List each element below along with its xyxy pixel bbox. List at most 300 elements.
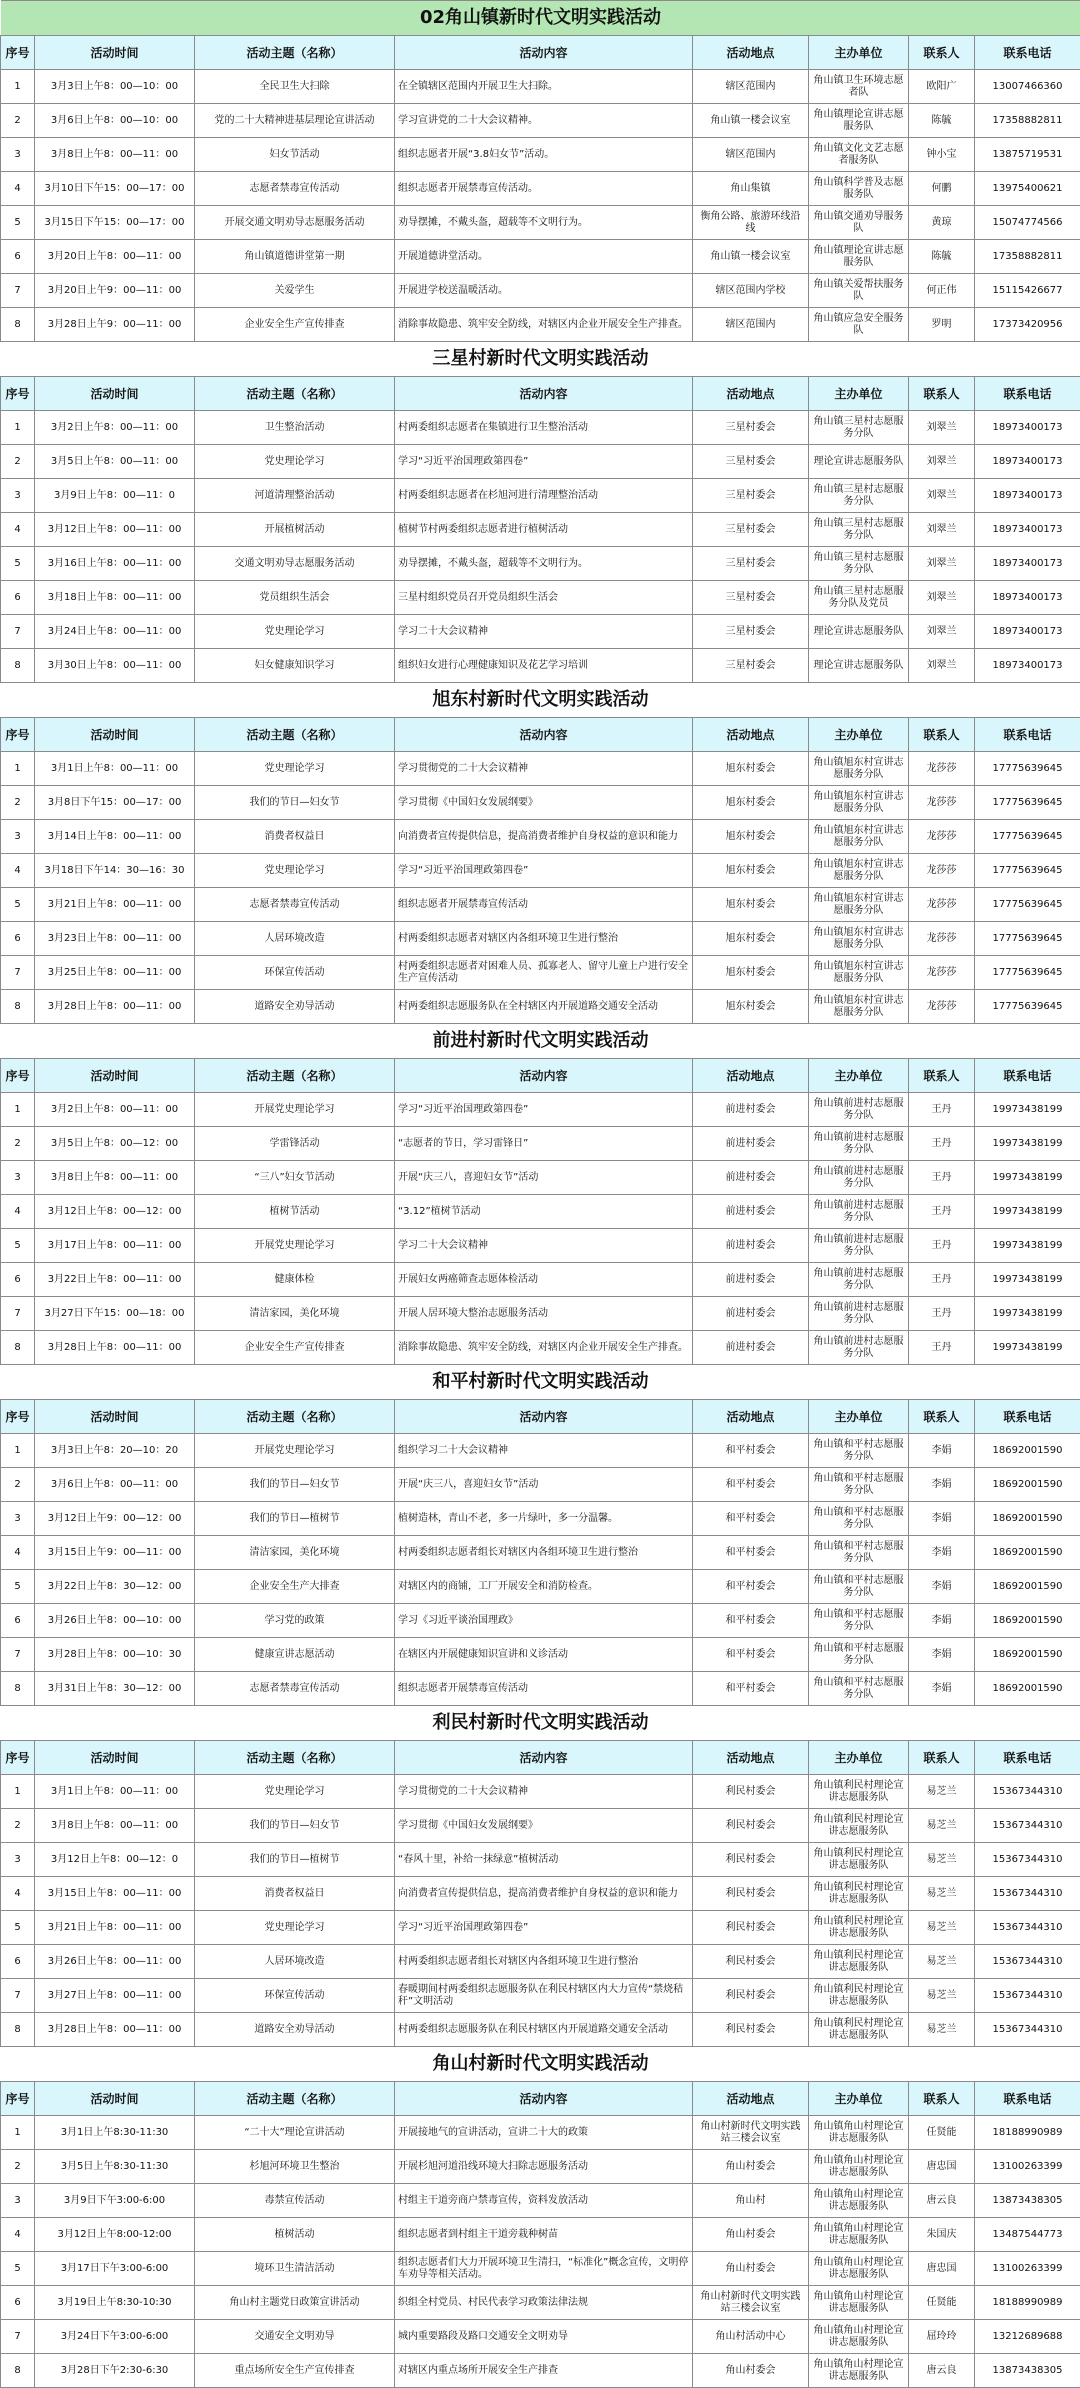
phone-cell: 18973400173 bbox=[975, 445, 1080, 479]
header-contact: 联系人 bbox=[909, 718, 975, 752]
section-title: 利民村新时代文明实践活动 bbox=[1, 1706, 1080, 1741]
location-cell: 利民村委会 bbox=[693, 1877, 809, 1911]
time-cell: 3月28日上午9：00—11：00 bbox=[35, 308, 195, 342]
phone-cell: 13873438305 bbox=[975, 2354, 1080, 2388]
table-row bbox=[1, 1229, 1080, 1263]
phone-cell: 17775639645 bbox=[975, 990, 1080, 1024]
phone-cell: 17373420956 bbox=[975, 308, 1080, 342]
contact-cell: 刘翠兰 bbox=[909, 411, 975, 445]
header-theme: 活动主题（名称） bbox=[195, 718, 395, 752]
time-cell: 3月5日上午8：00—11：00 bbox=[35, 445, 195, 479]
theme-cell: 人居环境改造 bbox=[195, 1945, 395, 1979]
theme-cell: 我们的节日—妇女节 bbox=[195, 1809, 395, 1843]
table-body bbox=[1, 1, 1080, 2388]
header-organizer: 主办单位 bbox=[809, 1059, 909, 1093]
organizer-cell: 角山镇利民村理论宣讲志愿服务队 bbox=[809, 1911, 909, 1945]
seq-cell: 8 bbox=[1, 2013, 35, 2047]
table-row bbox=[1, 1195, 1080, 1229]
phone-cell: 19973438199 bbox=[975, 1229, 1080, 1263]
seq-cell: 6 bbox=[1, 581, 35, 615]
time-cell: 3月5日上午8:30-11:30 bbox=[35, 2150, 195, 2184]
phone-cell: 17775639645 bbox=[975, 888, 1080, 922]
header-content: 活动内容 bbox=[395, 377, 693, 411]
contact-cell: 李娟 bbox=[909, 1536, 975, 1570]
table-row bbox=[1, 1809, 1080, 1843]
table-row bbox=[1, 990, 1080, 1024]
header-phone: 联系电话 bbox=[975, 1400, 1080, 1434]
header-theme: 活动主题（名称） bbox=[195, 1741, 395, 1775]
content-cell: 对辖区内的商铺，工厂开展安全和消防检查。 bbox=[395, 1570, 693, 1604]
time-cell: 3月8日上午8：00—11：00 bbox=[35, 138, 195, 172]
theme-cell: 杉旭河环境卫生整治 bbox=[195, 2150, 395, 2184]
table-row bbox=[1, 479, 1080, 513]
seq-cell: 3 bbox=[1, 1502, 35, 1536]
phone-cell: 17775639645 bbox=[975, 854, 1080, 888]
contact-cell: 刘翠兰 bbox=[909, 479, 975, 513]
table-row bbox=[1, 411, 1080, 445]
contact-cell: 李娟 bbox=[909, 1434, 975, 1468]
table-row bbox=[1, 1263, 1080, 1297]
time-cell: 3月2日上午8：00—11：00 bbox=[35, 411, 195, 445]
header-content: 活动内容 bbox=[395, 1400, 693, 1434]
table-row bbox=[1, 752, 1080, 786]
seq-cell: 7 bbox=[1, 615, 35, 649]
header-seq: 序号 bbox=[1, 1741, 35, 1775]
theme-cell: 企业安全生产宣传排查 bbox=[195, 308, 395, 342]
phone-cell: 13873438305 bbox=[975, 2184, 1080, 2218]
phone-cell: 18973400173 bbox=[975, 513, 1080, 547]
theme-cell: 关爱学生 bbox=[195, 274, 395, 308]
theme-cell: 企业安全生产大排查 bbox=[195, 1570, 395, 1604]
section-title-row bbox=[1, 683, 1080, 718]
contact-cell: 刘翠兰 bbox=[909, 513, 975, 547]
phone-cell: 13212689688 bbox=[975, 2320, 1080, 2354]
content-cell: 村两委组织志愿者在集镇进行卫生整治活动 bbox=[395, 411, 693, 445]
content-cell: 村两委组织志愿者对辖区内各组环境卫生进行整治 bbox=[395, 922, 693, 956]
header-contact: 联系人 bbox=[909, 1400, 975, 1434]
time-cell: 3月12日上午9：00—12：00 bbox=[35, 1502, 195, 1536]
location-cell: 旭东村委会 bbox=[693, 990, 809, 1024]
contact-cell: 唐忠国 bbox=[909, 2150, 975, 2184]
header-organizer: 主办单位 bbox=[809, 2082, 909, 2116]
phone-cell: 17775639645 bbox=[975, 820, 1080, 854]
phone-cell: 18973400173 bbox=[975, 479, 1080, 513]
content-cell: 学习二十大会议精神 bbox=[395, 1229, 693, 1263]
location-cell: 和平村委会 bbox=[693, 1604, 809, 1638]
phone-cell: 19973438199 bbox=[975, 1331, 1080, 1365]
organizer-cell: 角山镇卫生环境志愿者队 bbox=[809, 70, 909, 104]
organizer-cell: 角山镇和平村志愿服务分队 bbox=[809, 1672, 909, 1706]
seq-cell: 4 bbox=[1, 513, 35, 547]
header-content: 活动内容 bbox=[395, 1059, 693, 1093]
seq-cell: 2 bbox=[1, 104, 35, 138]
location-cell: 三星村委会 bbox=[693, 411, 809, 445]
contact-cell: 朱国庆 bbox=[909, 2218, 975, 2252]
content-cell: 开展人居环境大整治志愿服务活动 bbox=[395, 1297, 693, 1331]
content-cell: 向消费者宣传提供信息，提高消费者维护自身权益的意识和能力 bbox=[395, 1877, 693, 1911]
organizer-cell: 角山镇理论宣讲志愿服务队 bbox=[809, 240, 909, 274]
location-cell: 角山村委会 bbox=[693, 2150, 809, 2184]
theme-cell: 消费者权益日 bbox=[195, 1877, 395, 1911]
organizer-cell: 角山镇前进村志愿服务分队 bbox=[809, 1263, 909, 1297]
location-cell: 和平村委会 bbox=[693, 1468, 809, 1502]
location-cell: 利民村委会 bbox=[693, 2013, 809, 2047]
table-row bbox=[1, 70, 1080, 104]
seq-cell: 1 bbox=[1, 1093, 35, 1127]
header-contact: 联系人 bbox=[909, 1741, 975, 1775]
contact-cell: 刘翠兰 bbox=[909, 615, 975, 649]
section-title: 和平村新时代文明实践活动 bbox=[1, 1365, 1080, 1400]
header-organizer: 主办单位 bbox=[809, 1741, 909, 1775]
seq-cell: 5 bbox=[1, 547, 35, 581]
table-row bbox=[1, 1775, 1080, 1809]
seq-cell: 7 bbox=[1, 274, 35, 308]
header-content: 活动内容 bbox=[395, 718, 693, 752]
location-cell: 和平村委会 bbox=[693, 1638, 809, 1672]
organizer-cell: 角山镇角山村理论宣讲志愿服务队 bbox=[809, 2150, 909, 2184]
time-cell: 3月27日下午15：00—18：00 bbox=[35, 1297, 195, 1331]
table-row bbox=[1, 1331, 1080, 1365]
organizer-cell: 理论宣讲志愿服务队 bbox=[809, 615, 909, 649]
time-cell: 3月15日下午15：00—17：00 bbox=[35, 206, 195, 240]
seq-cell: 2 bbox=[1, 445, 35, 479]
organizer-cell: 角山镇文化文艺志愿者服务队 bbox=[809, 138, 909, 172]
theme-cell: 角山镇道德讲堂第一期 bbox=[195, 240, 395, 274]
organizer-cell: 角山镇利民村理论宣讲志愿服务队 bbox=[809, 1877, 909, 1911]
phone-cell: 19973438199 bbox=[975, 1093, 1080, 1127]
content-cell: 城内重要路段及路口交通安全文明劝导 bbox=[395, 2320, 693, 2354]
phone-cell: 15115426677 bbox=[975, 274, 1080, 308]
organizer-cell: 角山镇利民村理论宣讲志愿服务队 bbox=[809, 1945, 909, 1979]
seq-cell: 5 bbox=[1, 1570, 35, 1604]
contact-cell: 钟小宝 bbox=[909, 138, 975, 172]
phone-cell: 18692001590 bbox=[975, 1570, 1080, 1604]
time-cell: 3月3日上午8：00—10：00 bbox=[35, 70, 195, 104]
header-location: 活动地点 bbox=[693, 2082, 809, 2116]
seq-cell: 1 bbox=[1, 752, 35, 786]
theme-cell: 交通文明劝导志愿服务活动 bbox=[195, 547, 395, 581]
table-row bbox=[1, 1843, 1080, 1877]
section-title-row bbox=[1, 1024, 1080, 1059]
theme-cell: 开展交通文明劝导志愿服务活动 bbox=[195, 206, 395, 240]
organizer-cell: 理论宣讲志愿服务队 bbox=[809, 649, 909, 683]
location-cell: 辖区范围内 bbox=[693, 308, 809, 342]
theme-cell: 我们的节日—植树节 bbox=[195, 1502, 395, 1536]
phone-cell: 18973400173 bbox=[975, 411, 1080, 445]
content-cell: 村两委组织志愿服务队在全村辖区内开展道路交通安全活动 bbox=[395, 990, 693, 1024]
time-cell: 3月21日上午8：00—11：00 bbox=[35, 888, 195, 922]
table-row bbox=[1, 1434, 1080, 1468]
organizer-cell: 角山镇角山村理论宣讲志愿服务队 bbox=[809, 2218, 909, 2252]
seq-cell: 8 bbox=[1, 649, 35, 683]
contact-cell: 刘翠兰 bbox=[909, 649, 975, 683]
table-row bbox=[1, 2116, 1080, 2150]
contact-cell: 王丹 bbox=[909, 1195, 975, 1229]
organizer-cell: 角山镇三星村志愿服务分队 bbox=[809, 513, 909, 547]
contact-cell: 李娟 bbox=[909, 1604, 975, 1638]
organizer-cell: 角山镇前进村志愿服务分队 bbox=[809, 1331, 909, 1365]
contact-cell: 唐忠国 bbox=[909, 2252, 975, 2286]
table-row bbox=[1, 2184, 1080, 2218]
theme-cell: 植树节活动 bbox=[195, 1195, 395, 1229]
header-time: 活动时间 bbox=[35, 718, 195, 752]
theme-cell: 毒禁宣传活动 bbox=[195, 2184, 395, 2218]
location-cell: 旭东村委会 bbox=[693, 922, 809, 956]
content-cell: 学习“习近平治国理政第四卷” bbox=[395, 1093, 693, 1127]
phone-cell: 13487544773 bbox=[975, 2218, 1080, 2252]
phone-cell: 15074774566 bbox=[975, 206, 1080, 240]
contact-cell: 任贤能 bbox=[909, 2116, 975, 2150]
table-row bbox=[1, 1297, 1080, 1331]
content-cell: 组织学习二十大会议精神 bbox=[395, 1434, 693, 1468]
column-header-row bbox=[1, 36, 1080, 70]
theme-cell: 党史理论学习 bbox=[195, 1775, 395, 1809]
location-cell: 利民村委会 bbox=[693, 1979, 809, 2013]
contact-cell: 李娟 bbox=[909, 1468, 975, 1502]
theme-cell: 环保宣传活动 bbox=[195, 1979, 395, 2013]
theme-cell: 清洁家园，美化环境 bbox=[195, 1297, 395, 1331]
theme-cell: 开展党史理论学习 bbox=[195, 1229, 395, 1263]
header-phone: 联系电话 bbox=[975, 718, 1080, 752]
header-phone: 联系电话 bbox=[975, 1059, 1080, 1093]
phone-cell: 13100263399 bbox=[975, 2150, 1080, 2184]
phone-cell: 13007466360 bbox=[975, 70, 1080, 104]
phone-cell: 15367344310 bbox=[975, 1877, 1080, 1911]
content-cell: 学习《习近平谈治国理政》 bbox=[395, 1604, 693, 1638]
contact-cell: 易芝兰 bbox=[909, 1843, 975, 1877]
phone-cell: 18692001590 bbox=[975, 1604, 1080, 1638]
organizer-cell: 角山镇前进村志愿服务分队 bbox=[809, 1127, 909, 1161]
location-cell: 三星村委会 bbox=[693, 649, 809, 683]
theme-cell: 党员组织生活会 bbox=[195, 581, 395, 615]
header-time: 活动时间 bbox=[35, 1741, 195, 1775]
contact-cell: 龙莎莎 bbox=[909, 922, 975, 956]
table-row bbox=[1, 1945, 1080, 1979]
theme-cell: 党的二十大精神进基层理论宣讲活动 bbox=[195, 104, 395, 138]
time-cell: 3月12日上午8:00-12:00 bbox=[35, 2218, 195, 2252]
time-cell: 3月22日上午8：30—12：00 bbox=[35, 1570, 195, 1604]
seq-cell: 8 bbox=[1, 990, 35, 1024]
seq-cell: 1 bbox=[1, 1434, 35, 1468]
location-cell: 辖区范围内 bbox=[693, 70, 809, 104]
table-row bbox=[1, 1127, 1080, 1161]
location-cell: 和平村委会 bbox=[693, 1672, 809, 1706]
content-cell: 开展道德讲堂活动。 bbox=[395, 240, 693, 274]
table-row bbox=[1, 1468, 1080, 1502]
header-organizer: 主办单位 bbox=[809, 1400, 909, 1434]
time-cell: 3月19日上午8:30-10:30 bbox=[35, 2286, 195, 2320]
organizer-cell: 角山镇旭东村宣讲志愿服务分队 bbox=[809, 956, 909, 990]
location-cell: 角山村新时代文明实践站三楼会议室 bbox=[693, 2286, 809, 2320]
header-theme: 活动主题（名称） bbox=[195, 377, 395, 411]
content-cell: 组织妇女进行心理健康知识及花艺学习培训 bbox=[395, 649, 693, 683]
contact-cell: 龙莎莎 bbox=[909, 820, 975, 854]
content-cell: 开展进学校送温暖活动。 bbox=[395, 274, 693, 308]
phone-cell: 17775639645 bbox=[975, 922, 1080, 956]
contact-cell: 欧阳广 bbox=[909, 70, 975, 104]
theme-cell: 开展党史理论学习 bbox=[195, 1434, 395, 1468]
table-row bbox=[1, 547, 1080, 581]
table-row bbox=[1, 138, 1080, 172]
contact-cell: 王丹 bbox=[909, 1161, 975, 1195]
seq-cell: 3 bbox=[1, 820, 35, 854]
seq-cell: 7 bbox=[1, 1638, 35, 1672]
theme-cell: 妇女健康知识学习 bbox=[195, 649, 395, 683]
time-cell: 3月15日上午8：00—11：00 bbox=[35, 1877, 195, 1911]
organizer-cell: 理论宣讲志愿服务队 bbox=[809, 445, 909, 479]
organizer-cell: 角山镇前进村志愿服务分队 bbox=[809, 1195, 909, 1229]
header-seq: 序号 bbox=[1, 36, 35, 70]
content-cell: 组织志愿者开展禁毒宣传活动。 bbox=[395, 172, 693, 206]
location-cell: 三星村委会 bbox=[693, 445, 809, 479]
phone-cell: 15367344310 bbox=[975, 1979, 1080, 2013]
header-time: 活动时间 bbox=[35, 2082, 195, 2116]
contact-cell: 龙莎莎 bbox=[909, 752, 975, 786]
organizer-cell: 角山镇旭东村宣讲志愿服务分队 bbox=[809, 854, 909, 888]
theme-cell: 党史理论学习 bbox=[195, 1911, 395, 1945]
time-cell: 3月18日下午14：30—16：30 bbox=[35, 854, 195, 888]
theme-cell: 我们的节日—妇女节 bbox=[195, 1468, 395, 1502]
theme-cell: 环保宣传活动 bbox=[195, 956, 395, 990]
contact-cell: 易芝兰 bbox=[909, 1809, 975, 1843]
location-cell: 利民村委会 bbox=[693, 1911, 809, 1945]
seq-cell: 5 bbox=[1, 1229, 35, 1263]
location-cell: 旭东村委会 bbox=[693, 956, 809, 990]
section-title: 三星村新时代文明实践活动 bbox=[1, 342, 1080, 377]
section-title-row bbox=[1, 342, 1080, 377]
location-cell: 和平村委会 bbox=[693, 1434, 809, 1468]
header-location: 活动地点 bbox=[693, 1400, 809, 1434]
seq-cell: 6 bbox=[1, 1604, 35, 1638]
column-header-row bbox=[1, 718, 1080, 752]
table-row bbox=[1, 206, 1080, 240]
header-location: 活动地点 bbox=[693, 36, 809, 70]
time-cell: 3月10日下午15：00—17：00 bbox=[35, 172, 195, 206]
table-row bbox=[1, 2252, 1080, 2286]
contact-cell: 易芝兰 bbox=[909, 1911, 975, 1945]
table-row bbox=[1, 308, 1080, 342]
content-cell: 春暖期间村两委组织志愿服务队在利民村辖区内大力宣传“禁烧秸秆”文明活动 bbox=[395, 1979, 693, 2013]
location-cell: 和平村委会 bbox=[693, 1536, 809, 1570]
seq-cell: 3 bbox=[1, 1843, 35, 1877]
content-cell: 植树节村两委组织志愿者进行植树活动 bbox=[395, 513, 693, 547]
location-cell: 和平村委会 bbox=[693, 1570, 809, 1604]
contact-cell: 易芝兰 bbox=[909, 2013, 975, 2047]
content-cell: 村两委组织志愿服务队在利民村辖区内开展道路交通安全活动 bbox=[395, 2013, 693, 2047]
contact-cell: 龙莎莎 bbox=[909, 888, 975, 922]
header-phone: 联系电话 bbox=[975, 1741, 1080, 1775]
section-title: 角山村新时代文明实践活动 bbox=[1, 2047, 1080, 2082]
header-location: 活动地点 bbox=[693, 1059, 809, 1093]
header-phone: 联系电话 bbox=[975, 2082, 1080, 2116]
header-organizer: 主办单位 bbox=[809, 377, 909, 411]
location-cell: 辖区范围内学校 bbox=[693, 274, 809, 308]
phone-cell: 18692001590 bbox=[975, 1536, 1080, 1570]
seq-cell: 6 bbox=[1, 240, 35, 274]
contact-cell: 李娟 bbox=[909, 1502, 975, 1536]
time-cell: 3月28日上午8：00—11：00 bbox=[35, 2013, 195, 2047]
location-cell: 角山村委会 bbox=[693, 2218, 809, 2252]
phone-cell: 19973438199 bbox=[975, 1195, 1080, 1229]
table-row bbox=[1, 445, 1080, 479]
location-cell: 和平村委会 bbox=[693, 1502, 809, 1536]
content-cell: 学习贯彻党的二十大会议精神 bbox=[395, 1775, 693, 1809]
contact-cell: 易芝兰 bbox=[909, 1945, 975, 1979]
contact-cell: 李娟 bbox=[909, 1672, 975, 1706]
content-cell: 植树造林，青山不老，多一片绿叶，多一分温馨。 bbox=[395, 1502, 693, 1536]
seq-cell: 6 bbox=[1, 2286, 35, 2320]
organizer-cell: 角山镇关爱帮扶服务队 bbox=[809, 274, 909, 308]
organizer-cell: 角山镇和平村志愿服务分队 bbox=[809, 1570, 909, 1604]
organizer-cell: 角山镇角山村理论宣讲志愿服务队 bbox=[809, 2320, 909, 2354]
organizer-cell: 角山镇旭东村宣讲志愿服务分队 bbox=[809, 820, 909, 854]
location-cell: 三星村委会 bbox=[693, 547, 809, 581]
content-cell: 村两委组织志愿者组长对辖区内各组环境卫生进行整治 bbox=[395, 1536, 693, 1570]
location-cell: 前进村委会 bbox=[693, 1331, 809, 1365]
location-cell: 利民村委会 bbox=[693, 1775, 809, 1809]
table-row bbox=[1, 956, 1080, 990]
theme-cell: 我们的节日—妇女节 bbox=[195, 786, 395, 820]
table-row bbox=[1, 615, 1080, 649]
location-cell: 旭东村委会 bbox=[693, 752, 809, 786]
time-cell: 3月2日上午8：00—11：00 bbox=[35, 1093, 195, 1127]
time-cell: 3月21日上午8：00—11：00 bbox=[35, 1911, 195, 1945]
table-row bbox=[1, 1979, 1080, 2013]
header-seq: 序号 bbox=[1, 2082, 35, 2116]
header-time: 活动时间 bbox=[35, 1400, 195, 1434]
table-row bbox=[1, 888, 1080, 922]
content-cell: 消除事故隐患、筑牢安全防线，对辖区内企业开展安全生产排查。 bbox=[395, 1331, 693, 1365]
theme-cell: 人居环境改造 bbox=[195, 922, 395, 956]
time-cell: 3月18日上午8：00—11：00 bbox=[35, 581, 195, 615]
content-cell: “3.12”植树节活动 bbox=[395, 1195, 693, 1229]
seq-cell: 1 bbox=[1, 70, 35, 104]
content-cell: 组织志愿者开展禁毒宣传活动 bbox=[395, 1672, 693, 1706]
theme-cell: “三八”妇女节活动 bbox=[195, 1161, 395, 1195]
location-cell: 三星村委会 bbox=[693, 479, 809, 513]
phone-cell: 18692001590 bbox=[975, 1502, 1080, 1536]
organizer-cell: 角山镇角山村理论宣讲志愿服务队 bbox=[809, 2286, 909, 2320]
seq-cell: 7 bbox=[1, 2320, 35, 2354]
seq-cell: 8 bbox=[1, 2354, 35, 2388]
theme-cell: 健康体检 bbox=[195, 1263, 395, 1297]
theme-cell: 河道清理整治活动 bbox=[195, 479, 395, 513]
contact-cell: 唐云良 bbox=[909, 2184, 975, 2218]
phone-cell: 17775639645 bbox=[975, 786, 1080, 820]
column-header-row bbox=[1, 1400, 1080, 1434]
theme-cell: 消费者权益日 bbox=[195, 820, 395, 854]
phone-cell: 15367344310 bbox=[975, 2013, 1080, 2047]
contact-cell: 李娟 bbox=[909, 1570, 975, 1604]
time-cell: 3月24日下午3:00-6:00 bbox=[35, 2320, 195, 2354]
phone-cell: 15367344310 bbox=[975, 1843, 1080, 1877]
phone-cell: 18973400173 bbox=[975, 649, 1080, 683]
phone-cell: 18188990989 bbox=[975, 2116, 1080, 2150]
seq-cell: 3 bbox=[1, 2184, 35, 2218]
time-cell: 3月8日上午8：00—11：00 bbox=[35, 1161, 195, 1195]
location-cell: 三星村委会 bbox=[693, 581, 809, 615]
time-cell: 3月15日上午9：00—11：00 bbox=[35, 1536, 195, 1570]
location-cell: 前进村委会 bbox=[693, 1229, 809, 1263]
seq-cell: 8 bbox=[1, 1672, 35, 1706]
header-location: 活动地点 bbox=[693, 718, 809, 752]
seq-cell: 1 bbox=[1, 1775, 35, 1809]
header-seq: 序号 bbox=[1, 377, 35, 411]
theme-cell: 清洁家园，美化环境 bbox=[195, 1536, 395, 1570]
time-cell: 3月6日上午8：00—10：00 bbox=[35, 104, 195, 138]
location-cell: 旭东村委会 bbox=[693, 888, 809, 922]
content-cell: 对辖区内重点场所开展安全生产排查 bbox=[395, 2354, 693, 2388]
